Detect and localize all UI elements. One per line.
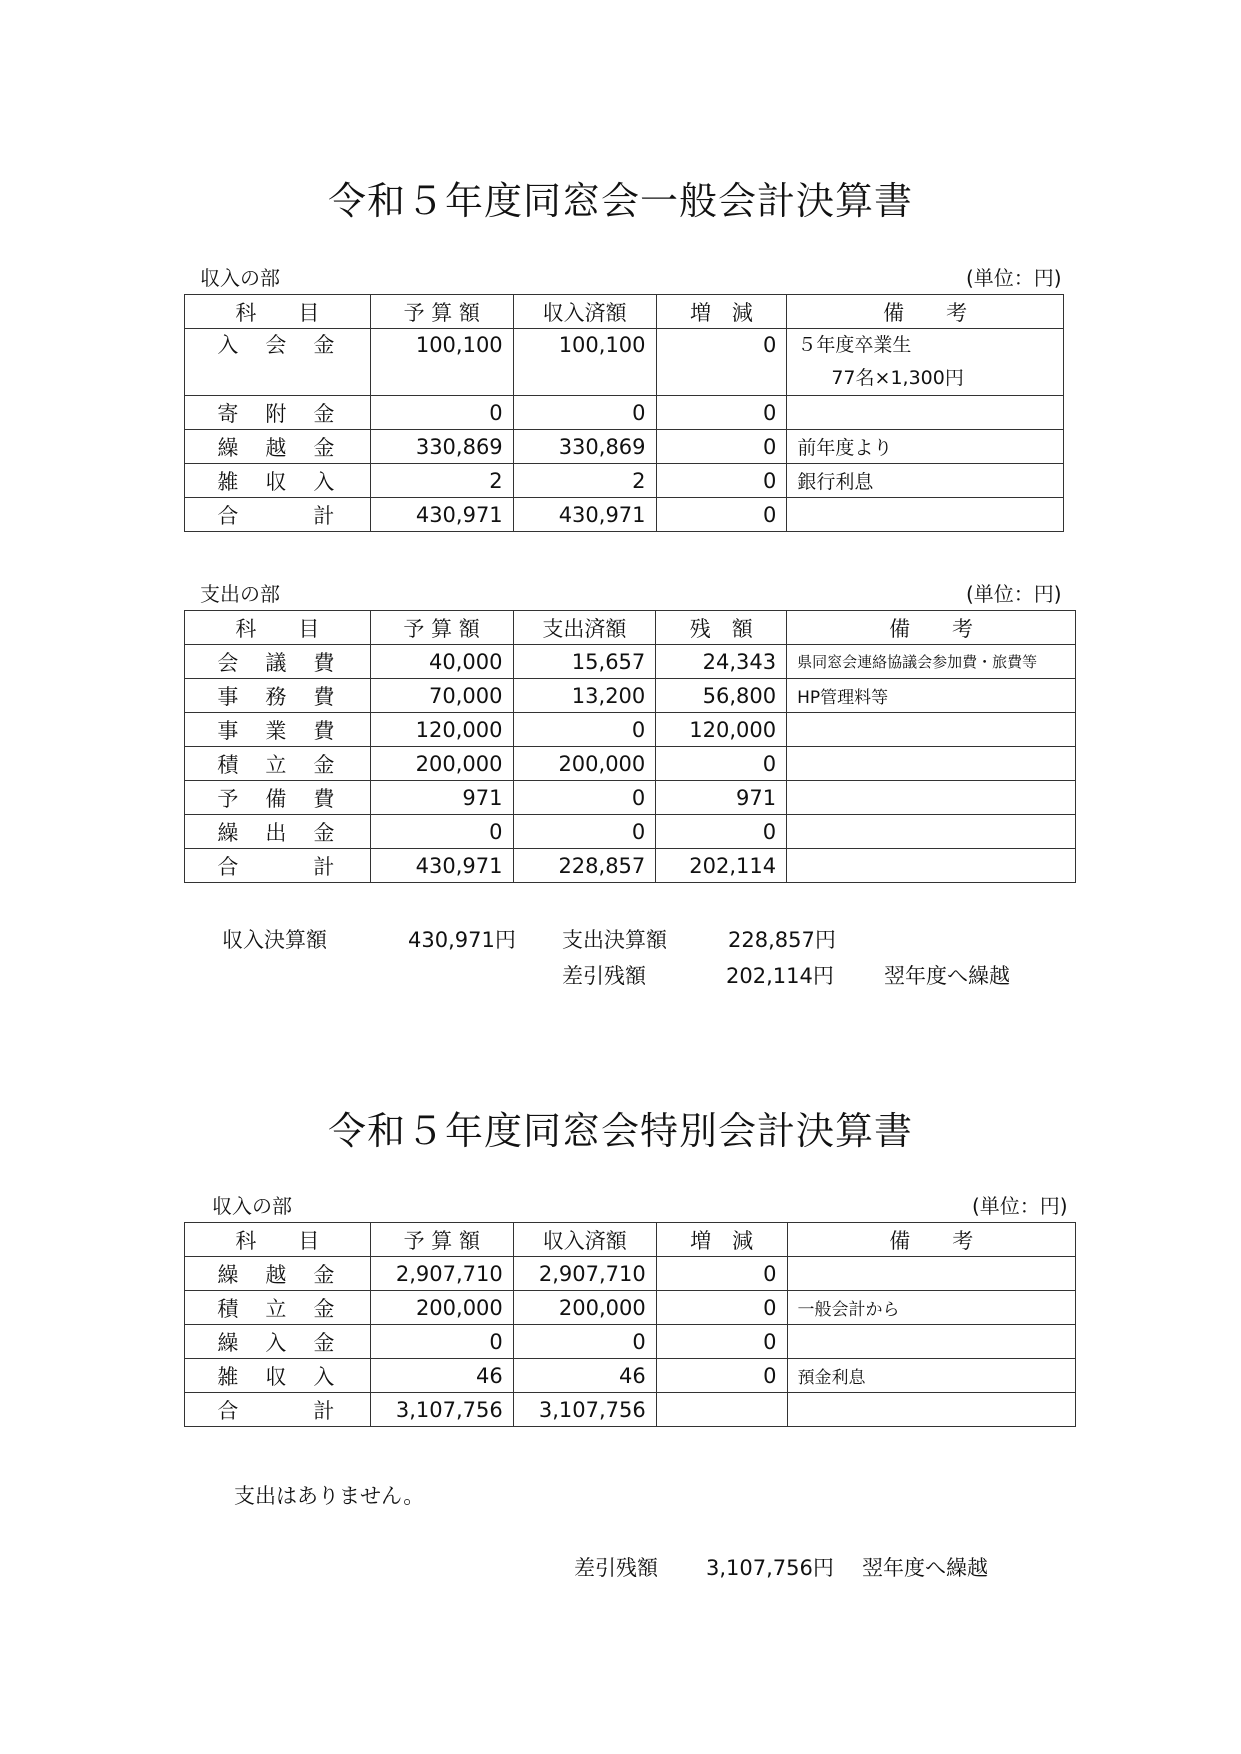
row-actual: 0 — [513, 396, 656, 430]
row-actual: 0 — [513, 815, 656, 849]
row-note — [787, 498, 1064, 532]
row-name: 繰 入 金 — [185, 1325, 371, 1359]
special-balance-value: 3,107,756円 — [706, 1556, 834, 1580]
row-budget: 200,000 — [370, 747, 513, 781]
row-actual: 0 — [513, 1325, 656, 1359]
row-diff: 0 — [656, 498, 787, 532]
col-header: 予 算 額 — [370, 611, 513, 645]
table-row — [185, 747, 1076, 781]
table-row — [185, 713, 1076, 747]
row-note: 銀行利息 — [787, 464, 1064, 498]
row-budget: 971 — [370, 781, 513, 815]
table-header-row — [185, 295, 1064, 329]
row-note: 一般会計から — [787, 1291, 1075, 1325]
row-diff: 120,000 — [656, 713, 787, 747]
row-diff — [656, 1393, 787, 1427]
general-expense-label: 支出の部 — [200, 582, 280, 606]
row-note: 前年度より — [787, 430, 1064, 464]
table-row — [185, 781, 1076, 815]
row-name: 事 業 費 — [185, 713, 371, 747]
general-income-label: 収入の部 — [200, 266, 280, 290]
no-expense-note: 支出はありません。 — [234, 1484, 425, 1508]
row-diff: 0 — [656, 815, 787, 849]
table-row — [185, 1291, 1076, 1325]
special-title: 令和５年度同窓会特別会計決算書 — [327, 1109, 913, 1153]
col-header: 収入済額 — [513, 295, 656, 329]
row-diff: 0 — [656, 329, 787, 396]
col-header: 支出済額 — [513, 611, 656, 645]
row-actual: 2,907,710 — [513, 1257, 656, 1291]
special-income-table — [184, 1222, 1076, 1427]
table-row — [185, 645, 1076, 679]
row-note: 預金利息 — [787, 1359, 1075, 1393]
row-actual: 100,100 — [513, 329, 656, 396]
general-income-unit: (単位：円) — [966, 266, 1062, 290]
col-header: 増 減 — [656, 295, 787, 329]
row-budget: 2,907,710 — [370, 1257, 513, 1291]
row-budget: 40,000 — [370, 645, 513, 679]
row-budget: 120,000 — [370, 713, 513, 747]
row-note — [787, 1257, 1075, 1291]
row-diff: 0 — [656, 747, 787, 781]
row-actual: 330,869 — [513, 430, 656, 464]
row-diff: 24,343 — [656, 645, 787, 679]
col-header: 科 目 — [185, 1223, 371, 1257]
row-name: 雑 収 入 — [185, 464, 371, 498]
general-expense-unit: (単位：円) — [966, 582, 1062, 606]
table-header-row — [185, 611, 1076, 645]
col-header: 予 算 額 — [370, 1223, 513, 1257]
balance-value: 202,114円 — [726, 964, 834, 988]
expense-total-label: 支出決算額 — [562, 928, 667, 952]
row-diff: 56,800 — [656, 679, 787, 713]
row-actual: 3,107,756 — [513, 1393, 656, 1427]
row-name: 予 備 費 — [185, 781, 371, 815]
row-diff: 0 — [656, 464, 787, 498]
row-actual: 200,000 — [513, 747, 656, 781]
general-income-table — [184, 294, 1064, 532]
special-carry-note: 翌年度へ繰越 — [862, 1556, 988, 1580]
row-actual: 228,857 — [513, 849, 656, 883]
row-budget: 430,971 — [370, 849, 513, 883]
row-budget: 0 — [370, 1325, 513, 1359]
general-expense-table — [184, 610, 1076, 883]
row-name: 繰 越 金 — [185, 430, 371, 464]
table-row — [185, 396, 1064, 430]
row-name: 合 計 — [185, 849, 371, 883]
row-diff: 0 — [656, 430, 787, 464]
row-budget: 0 — [370, 396, 513, 430]
row-name: 繰 出 金 — [185, 815, 371, 849]
row-budget: 3,107,756 — [370, 1393, 513, 1427]
row-diff: 0 — [656, 396, 787, 430]
row-note: 県同窓会連絡協議会参加費・旅費等 — [787, 645, 1076, 679]
table-total-row — [185, 498, 1064, 532]
row-name: 入 会 金 — [185, 329, 371, 396]
row-note-line2: 77名×1,300円 — [831, 367, 964, 389]
col-header: 科 目 — [185, 295, 371, 329]
row-actual: 200,000 — [513, 1291, 656, 1325]
row-note — [787, 1325, 1075, 1359]
col-header: 備 考 — [787, 295, 1064, 329]
row-note: HP管理料等 — [787, 679, 1076, 713]
row-actual: 430,971 — [513, 498, 656, 532]
general-title: 令和５年度同窓会一般会計決算書 — [327, 179, 913, 223]
table-total-row — [185, 1393, 1076, 1427]
table-row — [185, 464, 1064, 498]
income-total-label: 収入決算額 — [222, 928, 327, 952]
row-diff: 0 — [656, 1257, 787, 1291]
row-note — [787, 815, 1076, 849]
carry-note: 翌年度へ繰越 — [884, 964, 1010, 988]
row-name: 合 計 — [185, 498, 371, 532]
row-actual: 15,657 — [513, 645, 656, 679]
special-income-label: 収入の部 — [212, 1194, 292, 1218]
table-row — [185, 815, 1076, 849]
col-header: 科 目 — [185, 611, 371, 645]
row-name: 寄 附 金 — [185, 396, 371, 430]
row-name: 積 立 金 — [185, 747, 371, 781]
col-header: 備 考 — [787, 1223, 1075, 1257]
row-budget: 330,869 — [370, 430, 513, 464]
row-name: 事 務 費 — [185, 679, 371, 713]
col-header: 残 額 — [656, 611, 787, 645]
table-row — [185, 679, 1076, 713]
row-note — [787, 781, 1076, 815]
col-header: 備 考 — [787, 611, 1076, 645]
row-diff: 0 — [656, 1359, 787, 1393]
row-budget: 0 — [370, 815, 513, 849]
col-header: 予 算 額 — [370, 295, 513, 329]
table-total-row — [185, 849, 1076, 883]
row-diff: 202,114 — [656, 849, 787, 883]
row-budget: 46 — [370, 1359, 513, 1393]
table-row — [185, 329, 1064, 396]
row-budget: 200,000 — [370, 1291, 513, 1325]
row-note — [787, 1393, 1075, 1427]
col-header: 増 減 — [656, 1223, 787, 1257]
row-note — [787, 713, 1076, 747]
expense-total-value: 228,857円 — [728, 928, 836, 952]
col-header: 収入済額 — [513, 1223, 656, 1257]
row-name: 合 計 — [185, 1393, 371, 1427]
table-row — [185, 1257, 1076, 1291]
row-note — [787, 329, 1064, 396]
table-row — [185, 1359, 1076, 1393]
row-diff: 0 — [656, 1325, 787, 1359]
row-name: 雑 収 入 — [185, 1359, 371, 1393]
row-diff: 971 — [656, 781, 787, 815]
row-actual: 2 — [513, 464, 656, 498]
balance-label: 差引残額 — [562, 964, 646, 988]
row-budget: 430,971 — [370, 498, 513, 532]
row-budget: 100,100 — [370, 329, 513, 396]
special-income-unit: (単位：円) — [972, 1194, 1068, 1218]
row-budget: 2 — [370, 464, 513, 498]
row-budget: 70,000 — [370, 679, 513, 713]
table-row — [185, 1325, 1076, 1359]
row-actual: 13,200 — [513, 679, 656, 713]
row-diff: 0 — [656, 1291, 787, 1325]
row-name: 積 立 金 — [185, 1291, 371, 1325]
income-total-value: 430,971円 — [408, 928, 516, 952]
row-name: 会 議 費 — [185, 645, 371, 679]
row-note — [787, 849, 1076, 883]
row-actual: 0 — [513, 781, 656, 815]
special-balance-label: 差引残額 — [574, 1556, 658, 1580]
row-note-line1: ５年度卒業生 — [797, 334, 912, 356]
row-actual: 46 — [513, 1359, 656, 1393]
row-actual: 0 — [513, 713, 656, 747]
table-header-row — [185, 1223, 1076, 1257]
row-note — [787, 747, 1076, 781]
row-name: 繰 越 金 — [185, 1257, 371, 1291]
row-note — [787, 396, 1064, 430]
table-row — [185, 430, 1064, 464]
